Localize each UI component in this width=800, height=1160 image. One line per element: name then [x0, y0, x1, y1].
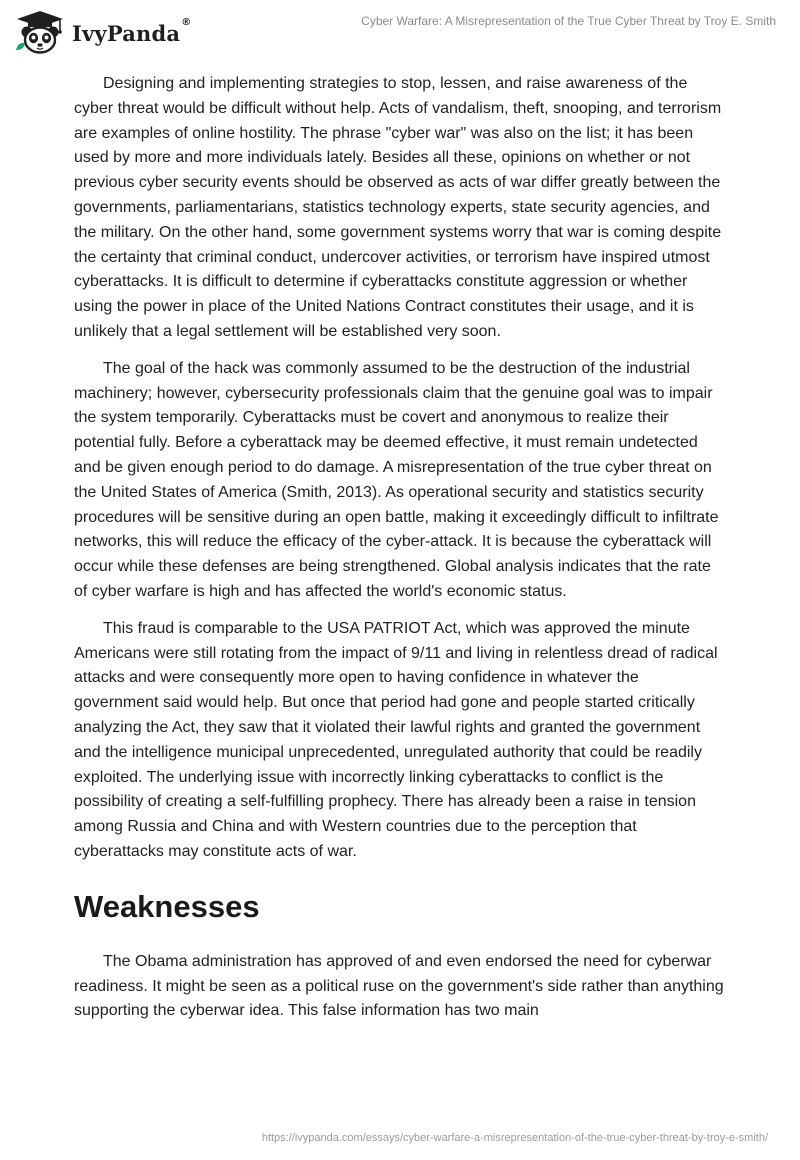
paragraph-3: This fraud is comparable to the USA PATRIOT Act, which was approved the minute Americans were still rotating from the impact of 9/11 and living in relentless dread of radical attacks and were consequently more open to having confidence in whatever the government said would help. But once that period had gone and people started critically analyzing the Act, they saw that it violated their lawful rights and granted the government and the intelligence municipal unprecedented, unregulated authority that could be readily exploited. The underlying issue with incorrectly linking cyberattacks to conflict is the possibility of creating a self-fulfilling prophecy. There has already been a raise in tension among Russia and China and with Western countries due to the perception that cyberattacks may constitute acts of war. — [74, 619, 718, 860]
source-url[interactable]: https://ivypanda.com/essays/cyber-warfare-a-misrepresentation-of-the-true-cyber-threat-by-troy-e-smith/ — [261, 1132, 768, 1144]
logo-text: IvyPanda® — [72, 16, 192, 46]
ivypanda-logo[interactable] — [14, 10, 191, 54]
paragraph-4: The Obama administration has approved of and even endorsed the need for cyberwar readiness. It might be seen as a political ruse on the government's side rather than anything supporting the cyberwar idea. This false information has two main — [74, 952, 724, 1020]
section-heading-weaknesses: Weaknesses — [74, 888, 260, 924]
paragraph-1: Designing and implementing strategies to stop, lessen, and raise awareness of the cyber threat would be difficult without help. Acts of vandalism, theft, snooping, and terrorism are examples of online hostility. The phrase "cyber war" was also on the list; it has been used by more and more individuals lately. Besides all these, opinions on whether or not previous cyber security events should be observed as acts of war differ greatly between the governments, parliamentarians, statistics technology experts, state security agencies, and the military. On the other hand, some government systems worry that war is coming despite the certainty that criminal conduct, undercover activities, or terrorism have inspired utmost cyberattacks. It is difficult to determine if cyberattacks constitute aggression or whether using the power in place of the United Nations Contract constitutes their usage, and it is unlikely that a legal settlement will be established very soon. — [74, 75, 722, 340]
essay-body — [74, 72, 724, 1036]
document-title: Cyber Warfare: A Misrepresentation of the True Cyber Threat by Troy E. Smith — [361, 14, 776, 28]
paragraph-2: The goal of the hack was commonly assumed to be the destruction of the industrial machinery; however, cybersecurity professionals claim that the genuine goal was to impair the system temporarily. Cyberattacks must be covert and anonymous to realize their potential fully. Before a cyberattack may be deemed effective, it must remain undetected and be given enough period to do damage. A misrepresentation of the true cyber threat on the United States of America (Smith, 2013). As operational security and statistics security procedures will be sensitive during an open battle, making it exceedingly difficult to infiltrate networks, this will reduce the efficacy of the cyber-attack. It is because the cyberattack will occur while these defenses are being strengthened. Global analysis indicates that the rate of cyber warfare is high and has affected the world's economic status. — [74, 359, 719, 600]
page-header — [0, 0, 800, 60]
panda-mascot-icon — [14, 10, 66, 54]
